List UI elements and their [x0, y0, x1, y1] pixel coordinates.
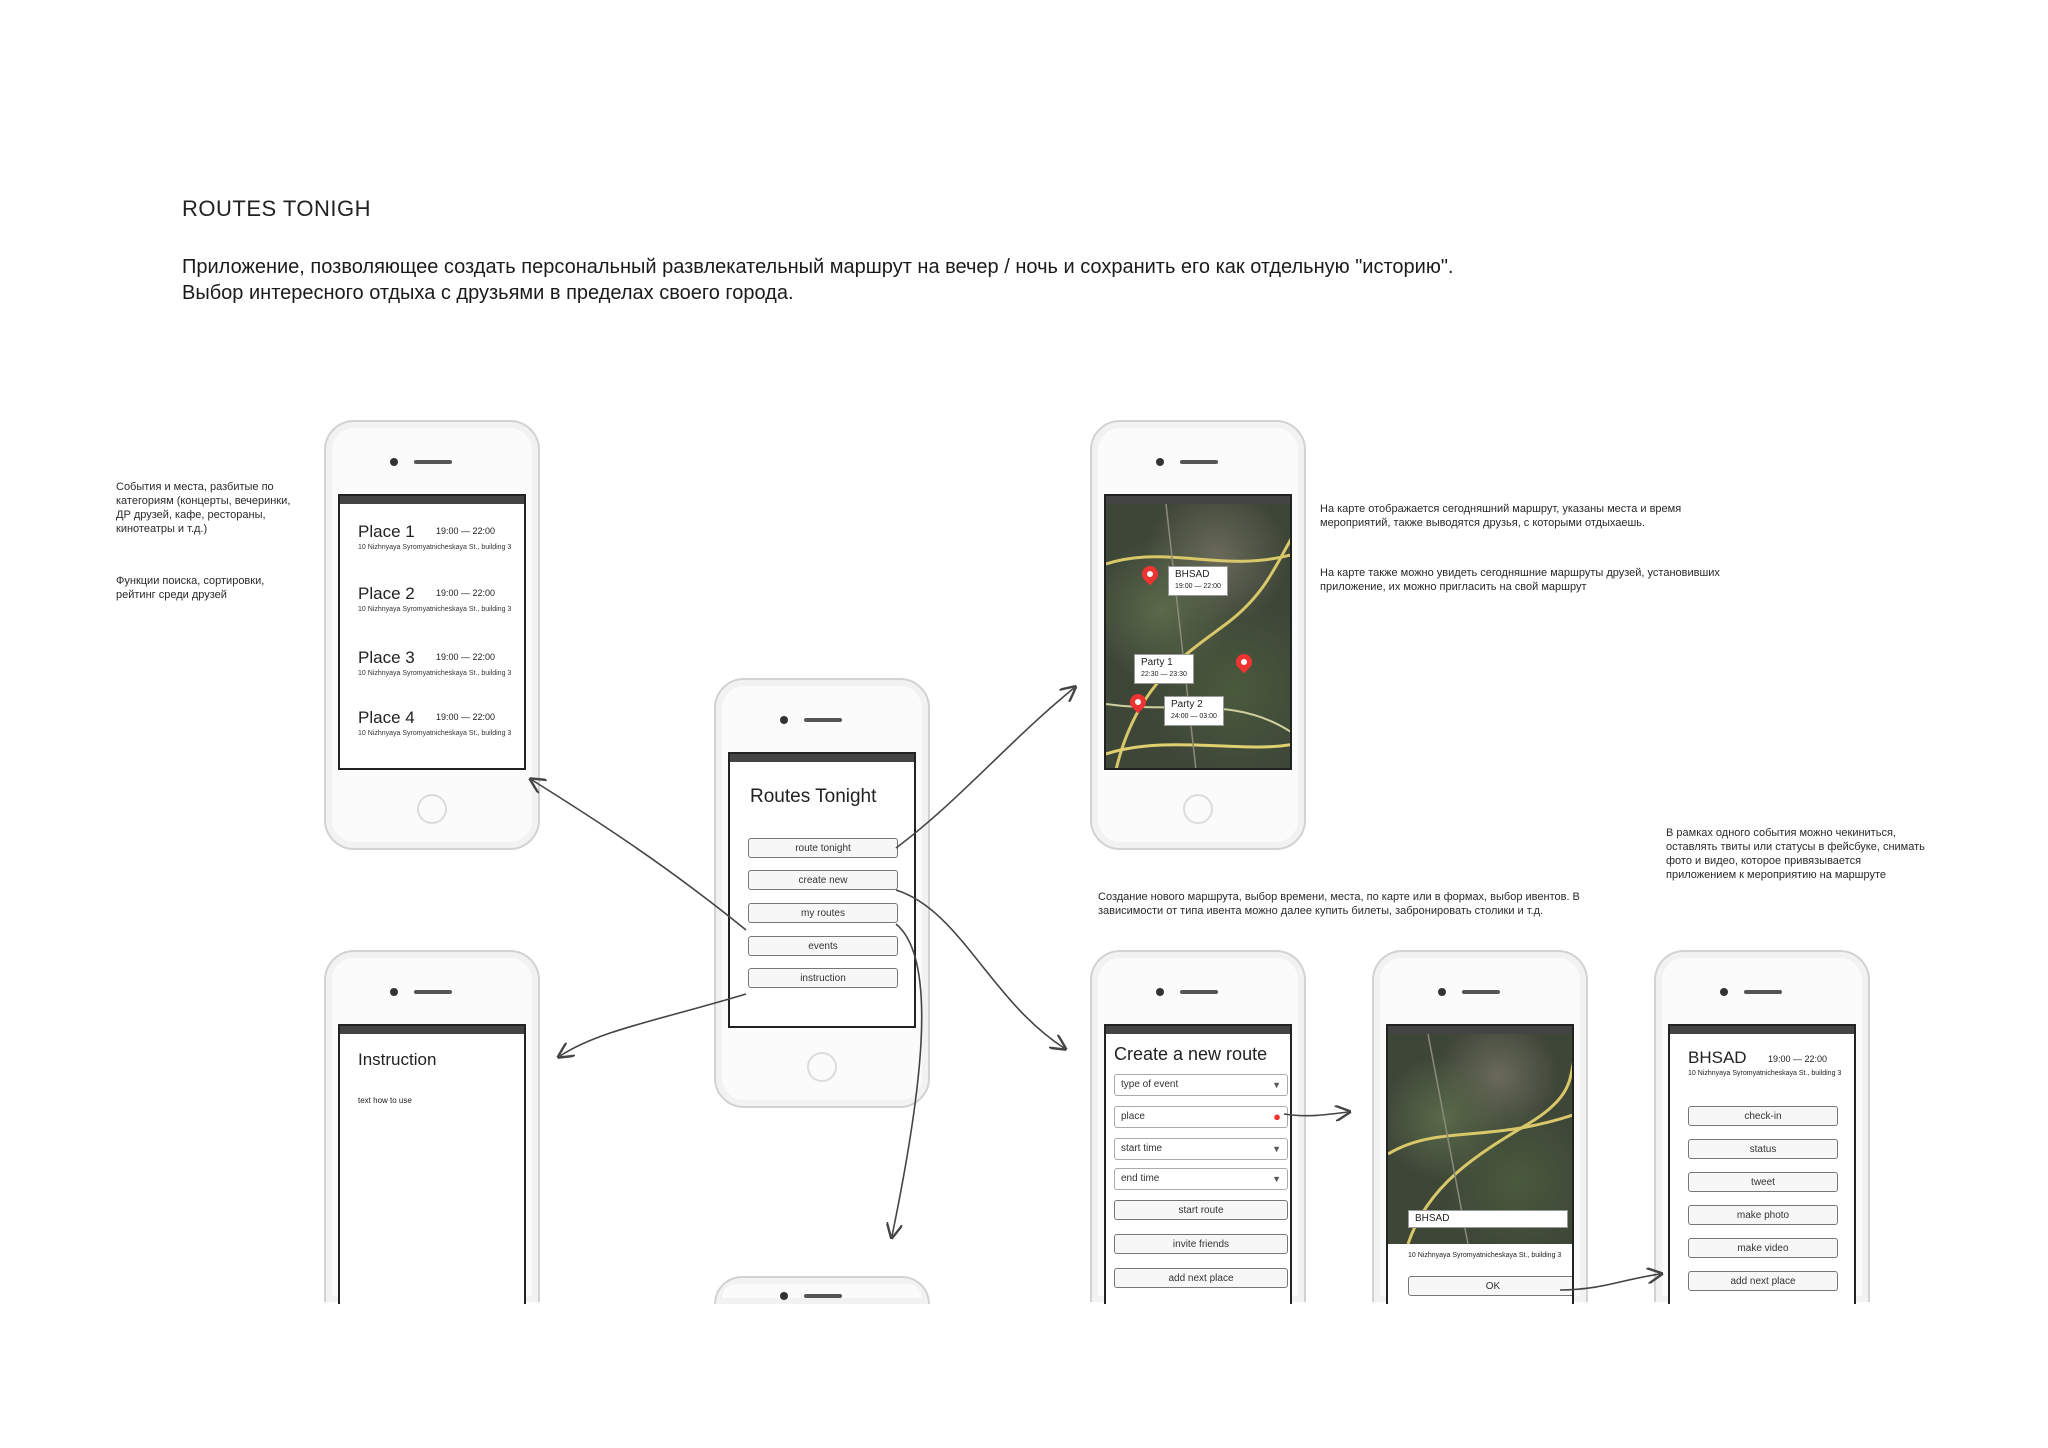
- invite-friends-button[interactable]: invite friends: [1114, 1234, 1288, 1254]
- my-routes-button[interactable]: my routes: [748, 903, 898, 923]
- app-title: Routes Tonight: [750, 786, 877, 807]
- field-label: type of event: [1121, 1079, 1179, 1090]
- add-next-place-button[interactable]: add next place: [1688, 1271, 1838, 1291]
- intro-line-1: Приложение, позволяющее создать персональный развлекательный маршрут на вечер / ночь и сохранить его как отдельную "историю".: [182, 256, 1454, 278]
- map-label-name: Party 2: [1171, 699, 1203, 710]
- intro-line-2: Выбор интересного отдыха с друзьями в пределах своего города.: [182, 282, 794, 304]
- field-label: end time: [1121, 1173, 1160, 1184]
- field-label: place: [1121, 1111, 1145, 1122]
- place-address: 10 Nizhnyaya Syromyatnicheskaya St., building 3: [358, 544, 512, 551]
- note-map-2: На карте также можно увидеть сегодняшние маршруты друзей, установивших приложение, их можно пригласить на свой маршрут: [1320, 567, 1720, 593]
- create-route-title: Create a new route: [1114, 1044, 1268, 1064]
- place-time: 19:00 — 22:00: [436, 652, 496, 662]
- map-label-name: BHSAD: [1175, 569, 1210, 580]
- note-create: Создание нового маршрута, выбор времени, места, по карте или в формах, выбор ивентов. В зависимости от типа ивента можно далее купить билеты, забронировать столики и т.д.: [1098, 891, 1580, 917]
- place-name: Place 2: [358, 584, 415, 603]
- arrow-to-places: [532, 780, 746, 930]
- check-in-button[interactable]: check-in: [1688, 1106, 1838, 1126]
- field-label: start time: [1121, 1143, 1163, 1154]
- arrow-to-my-routes: [892, 924, 922, 1236]
- make-photo-button[interactable]: make photo: [1688, 1205, 1838, 1225]
- note-map-1: На карте отображается сегодняшний маршрут, указаны места и время мероприятий, также выводятся друзья, с которыми отдыхаешь.: [1320, 503, 1682, 529]
- arrow-to-place-map: [1284, 1112, 1348, 1116]
- place-time: 19:00 — 22:00: [436, 712, 496, 722]
- make-video-button[interactable]: make video: [1688, 1238, 1838, 1258]
- map-label-time: 24:00 — 03:00: [1171, 713, 1217, 720]
- arrow-to-check-in: [1560, 1274, 1660, 1290]
- chevron-down-icon: ▼: [1272, 1174, 1281, 1184]
- note-checkin: В рамках одного события можно чекиниться, оставлять твиты или статусы в фейсбуке, снимать фото и видео, которое привязывается приложением к мероприятию на маршруте: [1666, 827, 1925, 881]
- place-name: Place 1: [358, 522, 415, 541]
- ok-button[interactable]: OK: [1408, 1276, 1574, 1296]
- map-pin-icon[interactable]: ●: [1273, 1109, 1281, 1124]
- place-time: 19:00 — 22:00: [436, 526, 496, 536]
- route-tonight-button[interactable]: route tonight: [748, 838, 898, 858]
- place-address: 10 Nizhnyaya Syromyatnicheskaya St., building 3: [358, 670, 512, 677]
- map-label-time: 22:30 — 23:30: [1141, 671, 1187, 678]
- page-title: ROUTES TONIGH: [182, 196, 372, 221]
- start-route-button[interactable]: start route: [1114, 1200, 1288, 1220]
- place-address: 10 Nizhnyaya Syromyatnicheskaya St., building 3: [358, 730, 512, 737]
- tweet-button[interactable]: tweet: [1688, 1172, 1838, 1192]
- event-name: BHSAD: [1688, 1048, 1747, 1067]
- note-events: События и места, разбитые по категориям (концерты, вечеринки, ДР друзей, кафе, рестораны, кинотеатры и т.д.): [116, 481, 291, 535]
- create-new-button[interactable]: create new: [748, 870, 898, 890]
- map-label-name: BHSAD: [1415, 1213, 1450, 1224]
- event-time: 19:00 — 22:00: [1768, 1054, 1828, 1064]
- event-address: 10 Nizhnyaya Syromyatnicheskaya St., building 3: [1688, 1070, 1842, 1077]
- place-time: 19:00 — 22:00: [436, 588, 496, 598]
- status-button[interactable]: status: [1688, 1139, 1838, 1159]
- add-next-place-button[interactable]: add next place: [1114, 1268, 1288, 1288]
- arrow-to-instruction: [560, 994, 746, 1056]
- chevron-down-icon: ▼: [1272, 1080, 1281, 1090]
- place-name: Place 4: [358, 708, 415, 727]
- note-search: Функции поиска, сортировки, рейтинг среди друзей: [116, 575, 265, 601]
- place-name: Place 3: [358, 648, 415, 667]
- instruction-title: Instruction: [358, 1050, 437, 1069]
- map-label-name: Party 1: [1141, 657, 1173, 668]
- chevron-down-icon: ▼: [1272, 1144, 1281, 1154]
- instruction-text: text how to use: [358, 1096, 412, 1105]
- arrow-to-route-map: [896, 688, 1074, 848]
- instruction-button[interactable]: instruction: [748, 968, 898, 988]
- events-button[interactable]: events: [748, 936, 898, 956]
- map-label-time: 19:00 — 22:00: [1175, 583, 1221, 590]
- place-address: 10 Nizhnyaya Syromyatnicheskaya St., building 3: [358, 606, 512, 613]
- place-address: 10 Nizhnyaya Syromyatnicheskaya St., building 3: [1408, 1252, 1562, 1259]
